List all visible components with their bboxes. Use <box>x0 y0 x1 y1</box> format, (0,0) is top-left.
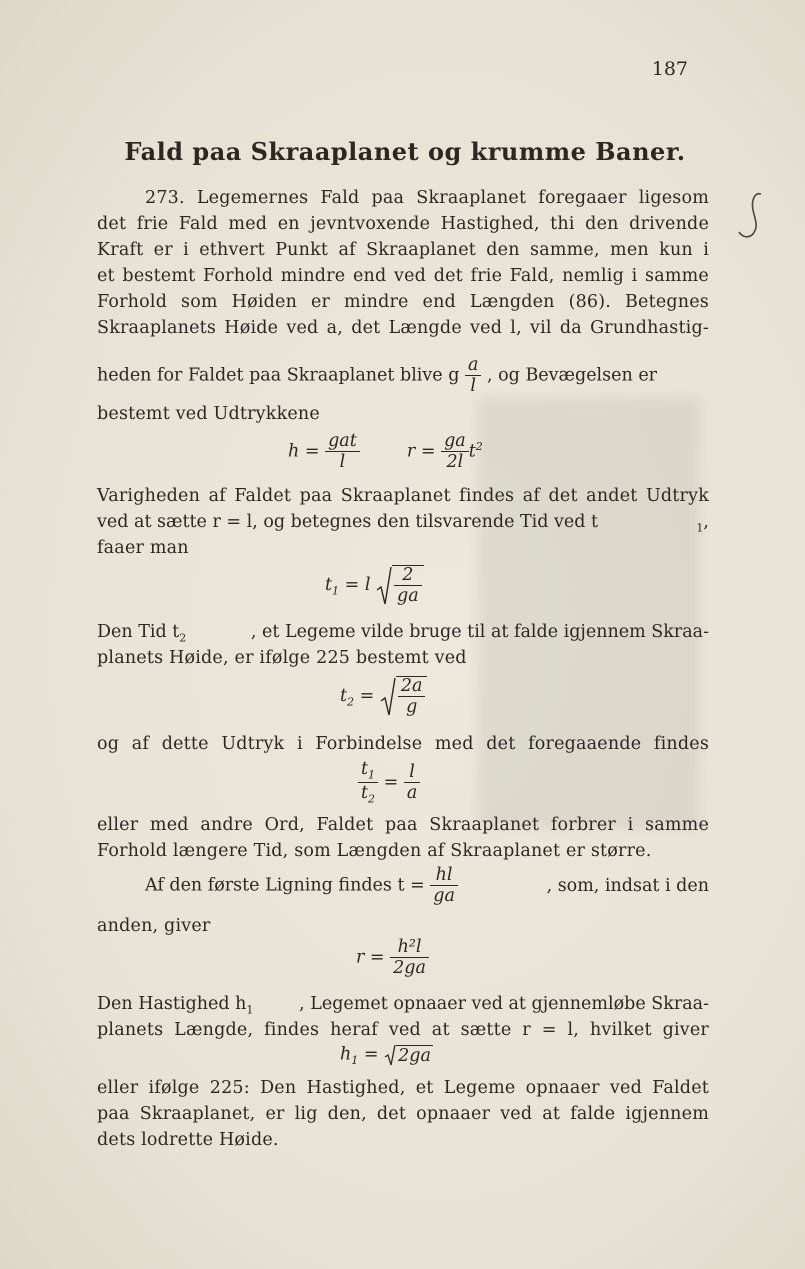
denominator: $t_2$ <box>361 782 376 806</box>
text-segment: , <box>703 512 709 532</box>
text-line: 273. Legemernes Fald paa Skraaplanet foregaaer ligesom <box>145 188 709 208</box>
equation-t1 <box>325 565 424 606</box>
text-line: Varigheden af Faldet paa Skraaplanet findes af det andet Udtryk <box>97 486 709 506</box>
text-line: det frie Fald med en jevntvoxende Hastighed, thi den drivende <box>97 214 709 234</box>
numerator: hl <box>430 866 458 886</box>
text-segment: ved at sætte r = l, og betegnes den tilsvarende Tid ved t <box>97 512 599 532</box>
text-line: paa Skraaplanet, er lig den, det opnaaer ved at falde igjennem <box>97 1104 709 1124</box>
numerator: gat <box>325 432 360 452</box>
subscript: 1 <box>332 584 340 598</box>
equals-sign: = <box>383 772 399 793</box>
text-line: et bestemt Forhold mindre end ved det frie Fald, nemlig i samme <box>97 266 709 286</box>
subscript: 2 <box>347 695 355 709</box>
variable-t: t <box>325 575 333 596</box>
square-root <box>380 676 428 717</box>
eq-lhs: r = <box>406 441 436 462</box>
equals-sign: = <box>359 686 375 707</box>
fraction-2a-over-g <box>398 677 426 717</box>
numerator: 2 <box>394 566 422 586</box>
equation-h-r <box>288 432 483 472</box>
text-line: bestemt ved Udtrykkene <box>97 404 320 424</box>
text-line: Skraaplanets Høide ved a, det Længde ved l, vil da Grundhastig- <box>97 318 709 338</box>
text-line <box>97 994 709 1017</box>
denominator: l <box>339 452 346 473</box>
denominator: ga <box>397 586 419 607</box>
fraction-h2l-over-2ga <box>390 938 429 978</box>
equation-r <box>356 938 429 978</box>
text-line: faaer man <box>97 538 189 558</box>
equation-h1 <box>340 1044 433 1067</box>
denominator: l <box>470 376 477 397</box>
exponent: 2 <box>475 439 483 453</box>
text-line <box>97 622 709 645</box>
square-root <box>376 565 424 606</box>
text-segment: heden for Faldet paa Skraaplanet blive g <box>97 365 460 386</box>
fraction-l-over-a <box>404 763 420 803</box>
radical-sign <box>384 1044 396 1066</box>
numerator: h²l <box>390 938 429 958</box>
text-line: Forhold længere Tid, som Længden af Skraaplanet er større. <box>97 841 652 861</box>
fraction-hl-over-ga <box>430 866 458 906</box>
text-line: eller ifølge 225: Den Hastighed, et Legeme opnaaer ved Faldet <box>97 1078 709 1098</box>
text-segment: , som, indsat i den <box>546 876 709 897</box>
variable-h: h <box>340 1044 352 1065</box>
equals-sign: = <box>363 1044 379 1065</box>
text-segment: Af den første Ligning findes t = <box>145 875 425 896</box>
text-segment: , Legemet opnaaer ved at gjennemløbe Skraa- <box>299 994 709 1014</box>
equation-ratio <box>358 760 420 806</box>
eq-lhs: h = <box>288 441 320 462</box>
numerator: l <box>404 763 420 783</box>
text-line: anden, giver <box>97 916 211 936</box>
radical-sign <box>380 677 396 717</box>
text-line: planets Længde, findes heraf ved at sætte r = l, hvilket giver <box>97 1020 709 1040</box>
numerator: a <box>465 356 481 376</box>
eq-lhs: r = <box>356 947 385 968</box>
variable-t: t <box>468 441 476 462</box>
denominator: a <box>406 782 418 803</box>
text-line: planets Høide, er ifølge 225 bestemt ved <box>97 648 467 668</box>
fraction-ga-over-2l <box>441 432 469 472</box>
fraction-t1-over-t2 <box>358 760 378 806</box>
text-segment: , et Legeme vilde bruge til at falde igjennem Skraa- <box>250 622 709 642</box>
paper-stain <box>475 398 700 828</box>
subscript: 1 <box>351 1054 359 1067</box>
text-segment: Den Tid t <box>97 622 180 642</box>
radicand: 2ga <box>398 1046 431 1066</box>
text-segment: Den Hastighed h <box>97 994 247 1014</box>
subscript: 1 <box>246 1003 254 1017</box>
denominator: 2ga <box>393 958 426 979</box>
text-line: dets lodrette Høide. <box>97 1130 279 1150</box>
denominator: 2l <box>446 452 464 473</box>
numerator: 2a <box>398 677 426 697</box>
fraction-2-over-ga <box>394 566 422 606</box>
denominator: g <box>406 697 418 718</box>
text-line: Kraft er i ethvert Punkt af Skraaplanet den samme, men kun i <box>97 240 709 260</box>
section-title: Fald paa Skraaplanet og krumme Baner. <box>124 137 686 166</box>
subscript: 2 <box>179 631 187 645</box>
radical-sign <box>376 566 392 606</box>
page-number: 187 <box>651 58 688 80</box>
text-line: eller med andre Ord, Faldet paa Skraaplanet forbrer i samme <box>97 815 709 835</box>
fraction-gat-over-l <box>325 432 360 472</box>
text-line: og af dette Udtryk i Forbindelse med det foregaaende findes <box>97 734 709 754</box>
eq-rhs: = l <box>344 575 371 596</box>
denominator: ga <box>433 886 455 907</box>
text-line <box>97 512 709 535</box>
equation-t2 <box>340 676 427 717</box>
subscript: 1 <box>696 521 704 535</box>
margin-pencil-mark <box>733 190 773 250</box>
fraction-a-over-l <box>465 356 481 396</box>
variable-t: t <box>340 686 348 707</box>
numerator: $t_1$ <box>358 760 378 783</box>
square-root <box>384 1044 433 1066</box>
numerator: ga <box>441 432 469 452</box>
text-segment: , og Bevægelsen er <box>487 365 658 386</box>
text-line-with-fraction <box>97 356 657 396</box>
text-line-with-fraction <box>145 866 709 906</box>
text-line: Forhold som Høiden er mindre end Længden (86). Betegnes <box>97 292 709 312</box>
